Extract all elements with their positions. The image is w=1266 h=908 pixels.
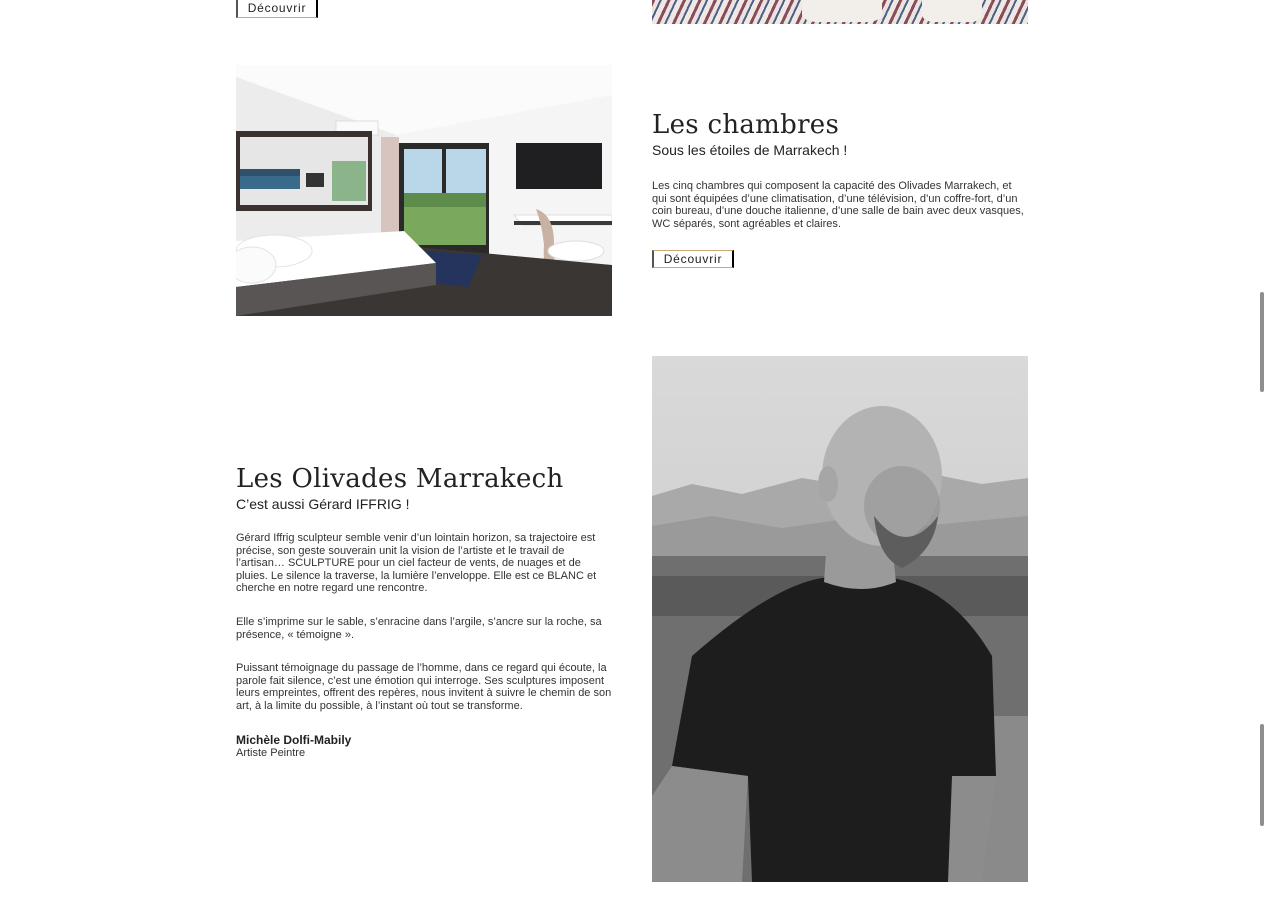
olivades-paragraph: Elle s’imprime sur le sable, s’enracine dans l’argile, s’ancre sur la roche, sa présence, « témoigne ».: [236, 615, 602, 641]
scrollbar-thumb[interactable]: [1260, 724, 1264, 826]
author-role: Artiste Peintre: [236, 746, 306, 759]
chambres-title: Les chambres: [652, 110, 840, 140]
chambres-description: Les cinq chambres qui composent la capacité des Olivades Marrakech, et qui sont équipées d’une climatisation, d’une télévision, d’un coffre-fort, d’un coin bureau, d’une douche italienne, d’une salle de bain avec deux vasques, WC séparés, sont agréables et claires.: [652, 180, 1024, 230]
author-name: Michèle Dolfi-Mabily: [236, 732, 352, 747]
room-illustration: [236, 65, 612, 316]
portrait-photo: [652, 356, 1028, 882]
scrollbar-thumb[interactable]: [1260, 292, 1264, 392]
olivades-section: [236, 464, 612, 759]
chambres-section: [652, 110, 1028, 268]
portrait-illustration: [652, 356, 1028, 882]
author-signature: [236, 733, 612, 759]
top-discover-button[interactable]: Découvrir: [236, 0, 318, 18]
olivades-paragraph: Puissant témoignage du passage de l’homme, dans ce regard qui écoute, la parole fait silence, c’est une émotion qui interroge. Ses sculptures imposent leurs empreintes, offrent des repères, nous invitent à suivre le chemin de son art, à la limite du possible, à l’instant où tout se transforme.: [236, 662, 612, 712]
pillow-shape: [802, 0, 882, 22]
room-photo: [236, 65, 612, 316]
top-cushion-photo: [652, 0, 1028, 24]
olivades-paragraph: Gérard Iffrig sculpteur semble venir d’un lointain horizon, sa trajectoire est précise, son geste souverain unit la vision de l’artiste et le travail de l’artisan… SCULPTURE pour un ciel facteur de vents, de nuages et de pluies. Le silence la traverse, la lumière l’enveloppe. Elle est ce BLANC et cherche en notre regard une rencontre.: [236, 532, 597, 595]
chambres-subtitle: Sous les étoiles de Marrakech !: [652, 142, 848, 158]
olivades-subtitle: C’est aussi Gérard IFFRIG !: [236, 496, 410, 512]
pillow-shape: [922, 0, 982, 22]
chambres-discover-button[interactable]: Découvrir: [652, 250, 734, 268]
olivades-title: Les Olivades Marrakech: [236, 464, 564, 494]
